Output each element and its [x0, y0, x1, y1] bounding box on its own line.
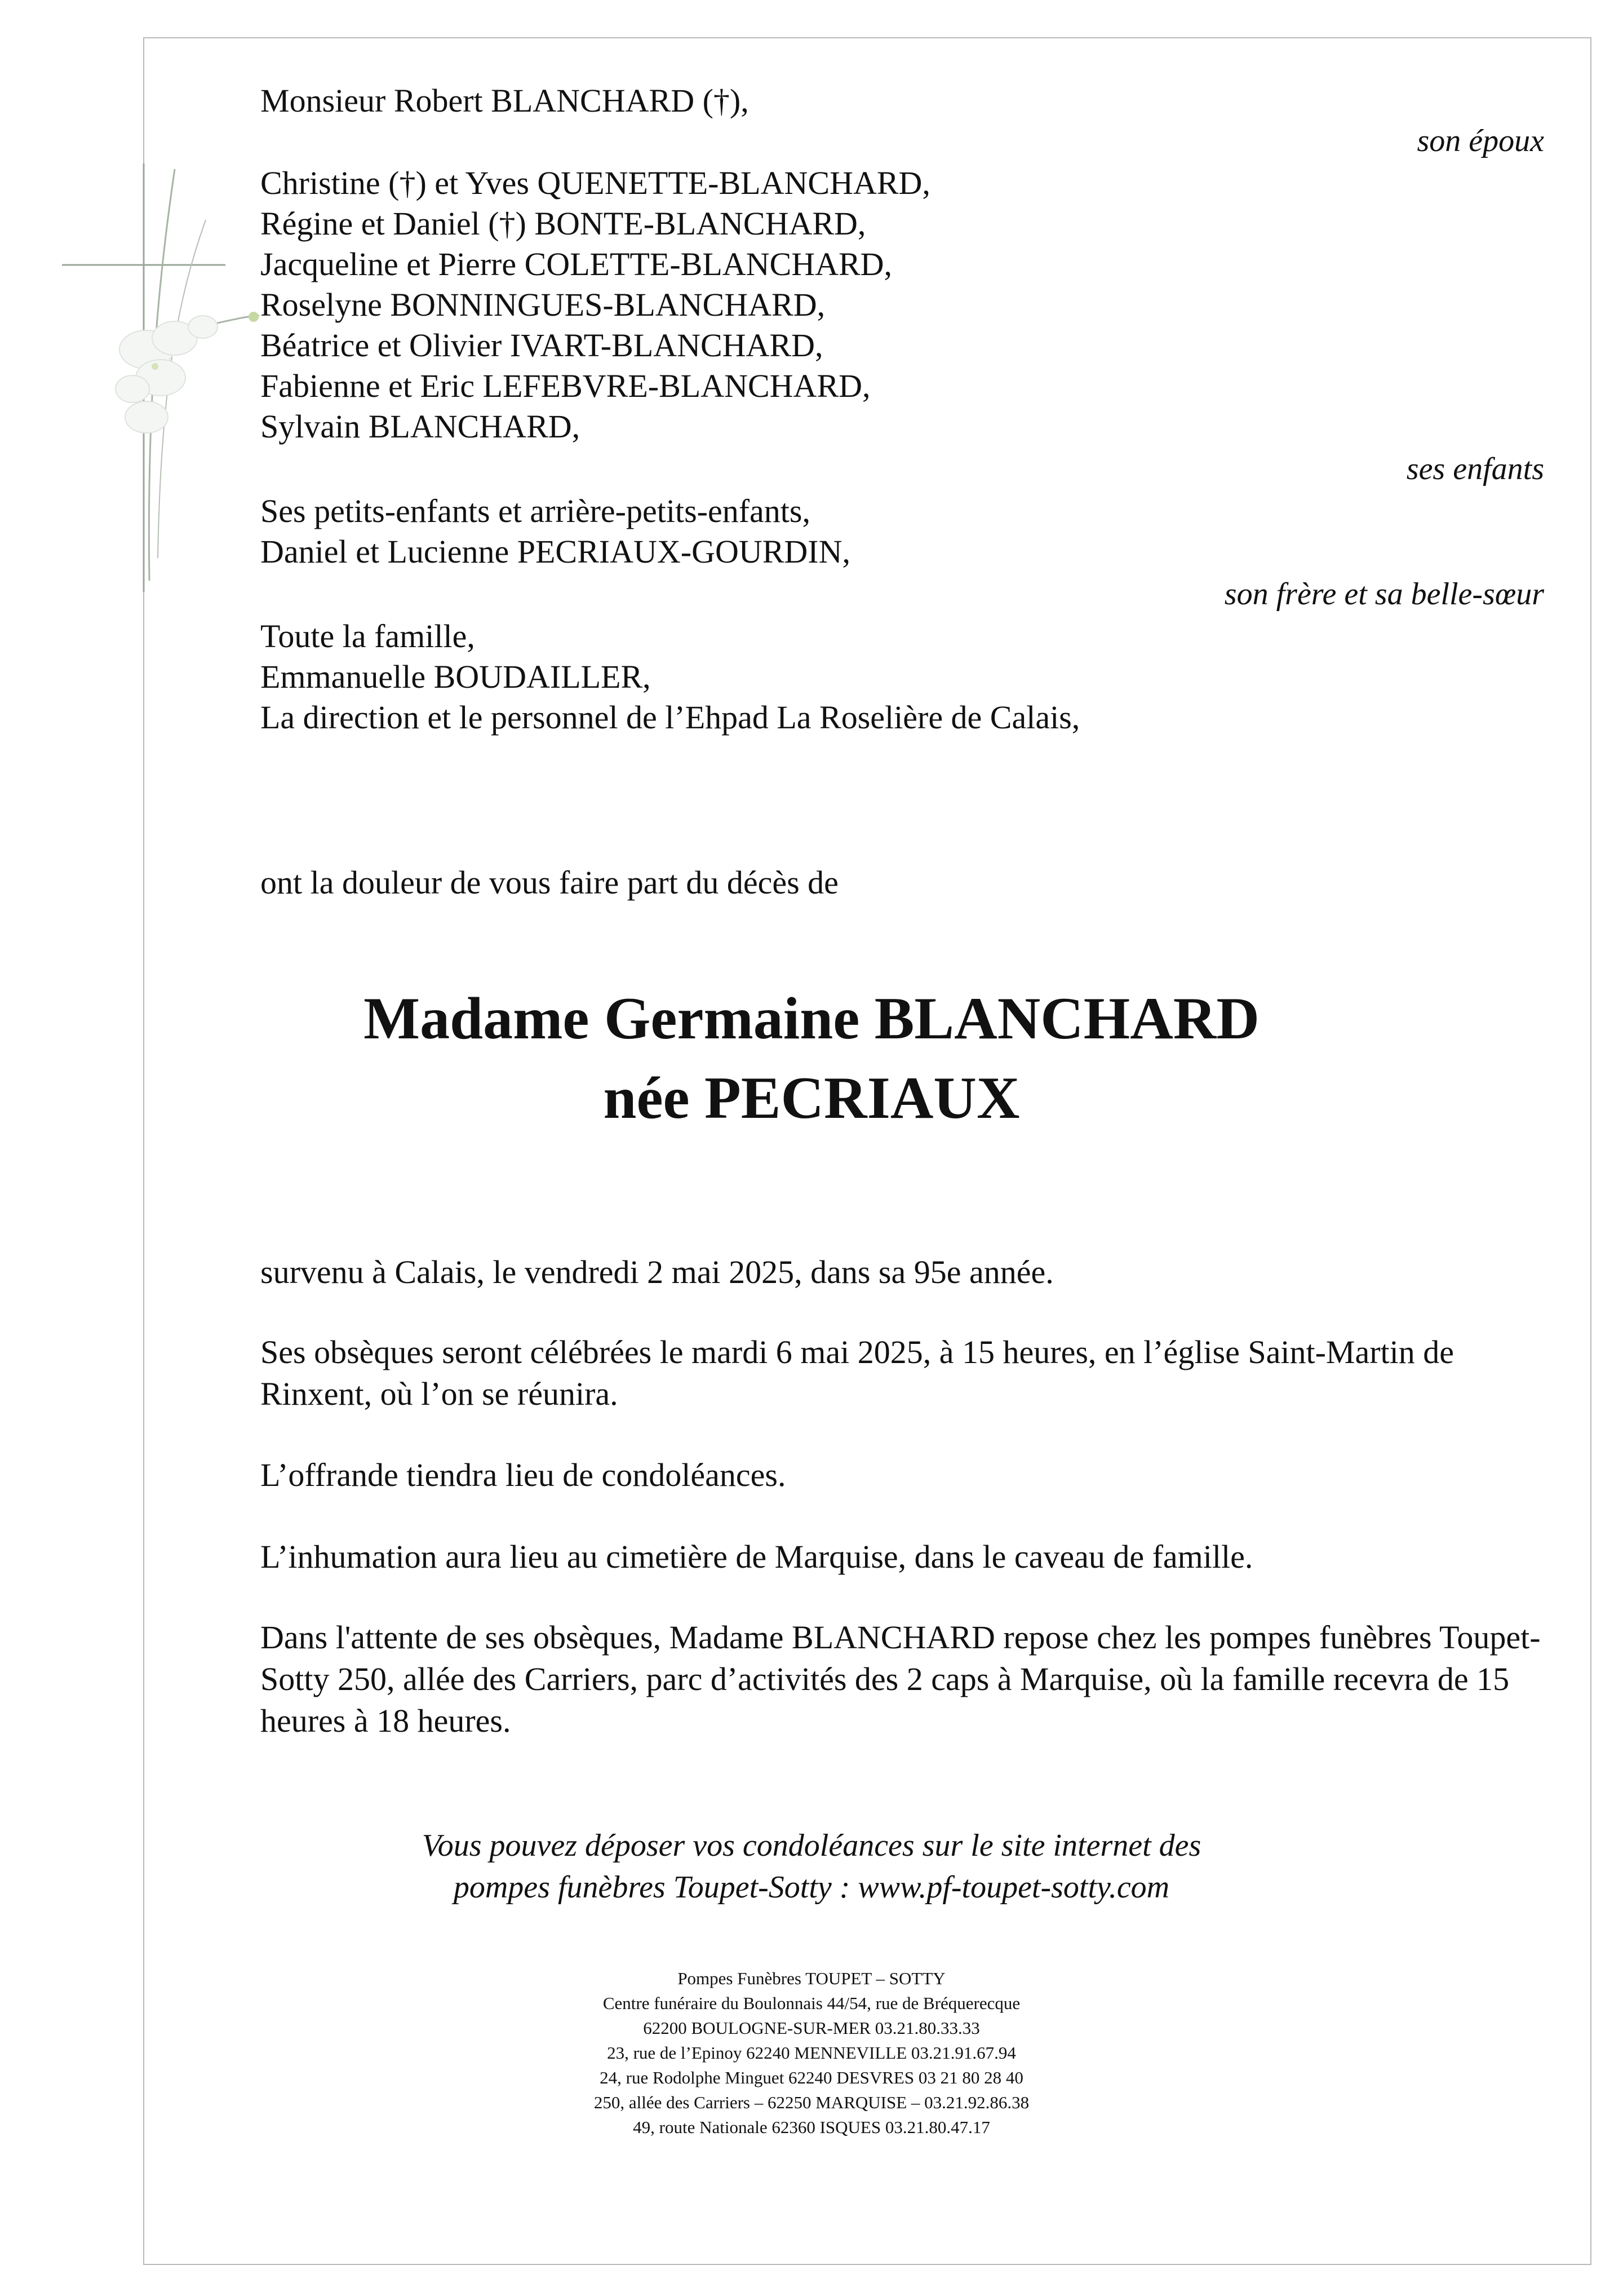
child-name: Béatrice et Olivier IVART-BLANCHARD,: [260, 327, 823, 364]
funeral-details: Ses obsèques seront célébrées le mardi 6 mai 2025, à 15 heures, en l’église Saint-Martin de Rinxent, où l’on se réunira.: [260, 1334, 1454, 1412]
child-name: Régine et Daniel (†) BONTE-BLANCHARD,: [260, 205, 866, 242]
cross-with-orchid-icon: [62, 152, 270, 603]
condolence-note: Vous pouvez déposer vos condoléances sur le site internet des: [422, 1828, 1201, 1863]
sibling-name: Daniel et Lucienne PECRIAUX-GOURDIN,: [260, 533, 851, 570]
grandchildren-line: Ses petits-enfants et arrière-petits-enfants,: [260, 493, 810, 529]
child-name: Jacqueline et Pierre COLETTE-BLANCHARD,: [260, 246, 893, 282]
offering-note: L’offrande tiendra lieu de condoléances.: [260, 1457, 786, 1493]
sibling-role: son frère et sa belle-sœur: [1224, 577, 1544, 612]
child-name: Roselyne BONNINGUES-BLANCHARD,: [260, 286, 826, 323]
funeral-home-address: 24, rue Rodolphe Minguet 62240 DESVRES 03 21 80 28 40: [600, 2068, 1023, 2087]
viewing-details: Dans l'attente de ses obsèques, Madame BLANCHARD repose chez les pompes funèbres Toupet-Sotty 250, allée des Carriers, parc d’activités des 2 caps à Marquise, où la famille recevra de 15 heures à 18 heures.: [260, 1619, 1541, 1739]
other-mourner: Emmanuelle BOUDAILLER,: [260, 658, 651, 695]
deceased-maiden-name: née PECRIAUX: [603, 1065, 1020, 1131]
spouse-role: son époux: [1417, 123, 1544, 158]
announcement-text: ont la douleur de vous faire part du décès de: [260, 864, 839, 901]
child-name: Christine (†) et Yves QUENETTE-BLANCHARD,: [260, 165, 930, 201]
funeral-home-address: Centre funéraire du Boulonnais 44/54, rue de Bréquerecque: [602, 1993, 1021, 2013]
funeral-home-address: 250, allée des Carriers – 62250 MARQUISE – 03.21.92.86.38: [593, 2092, 1030, 2112]
condolence-website: pompes funèbres Toupet-Sotty : www.pf-toupet-sotty.com: [453, 1870, 1170, 1905]
funeral-home-address: 62200 BOULOGNE-SUR-MER 03.21.80.33.33: [643, 2018, 980, 2038]
spouse-name: Monsieur Robert BLANCHARD (†),: [260, 82, 749, 119]
child-name: Sylvain BLANCHARD,: [260, 408, 580, 445]
burial-details: L’inhumation aura lieu au cimetière de Marquise, dans le caveau de famille.: [260, 1538, 1253, 1575]
other-mourner: La direction et le personnel de l’Ehpad La Roselière de Calais,: [260, 699, 1080, 736]
funeral-home-name: Pompes Funèbres TOUPET – SOTTY: [677, 1968, 946, 1988]
funeral-home-address: 49, route Nationale 62360 ISQUES 03.21.80.47.17: [633, 2117, 990, 2137]
funeral-home-address: 23, rue de l’Epinoy 62240 MENNEVILLE 03.21.91.67.94: [607, 2043, 1016, 2063]
child-name: Fabienne et Eric LEFEBVRE-BLANCHARD,: [260, 368, 871, 404]
deceased-name: Madame Germaine BLANCHARD: [363, 985, 1260, 1051]
children-role: ses enfants: [1406, 452, 1544, 486]
other-mourner: Toute la famille,: [260, 618, 475, 654]
death-details: survenu à Calais, le vendredi 2 mai 2025, dans sa 95e année.: [260, 1254, 1054, 1290]
